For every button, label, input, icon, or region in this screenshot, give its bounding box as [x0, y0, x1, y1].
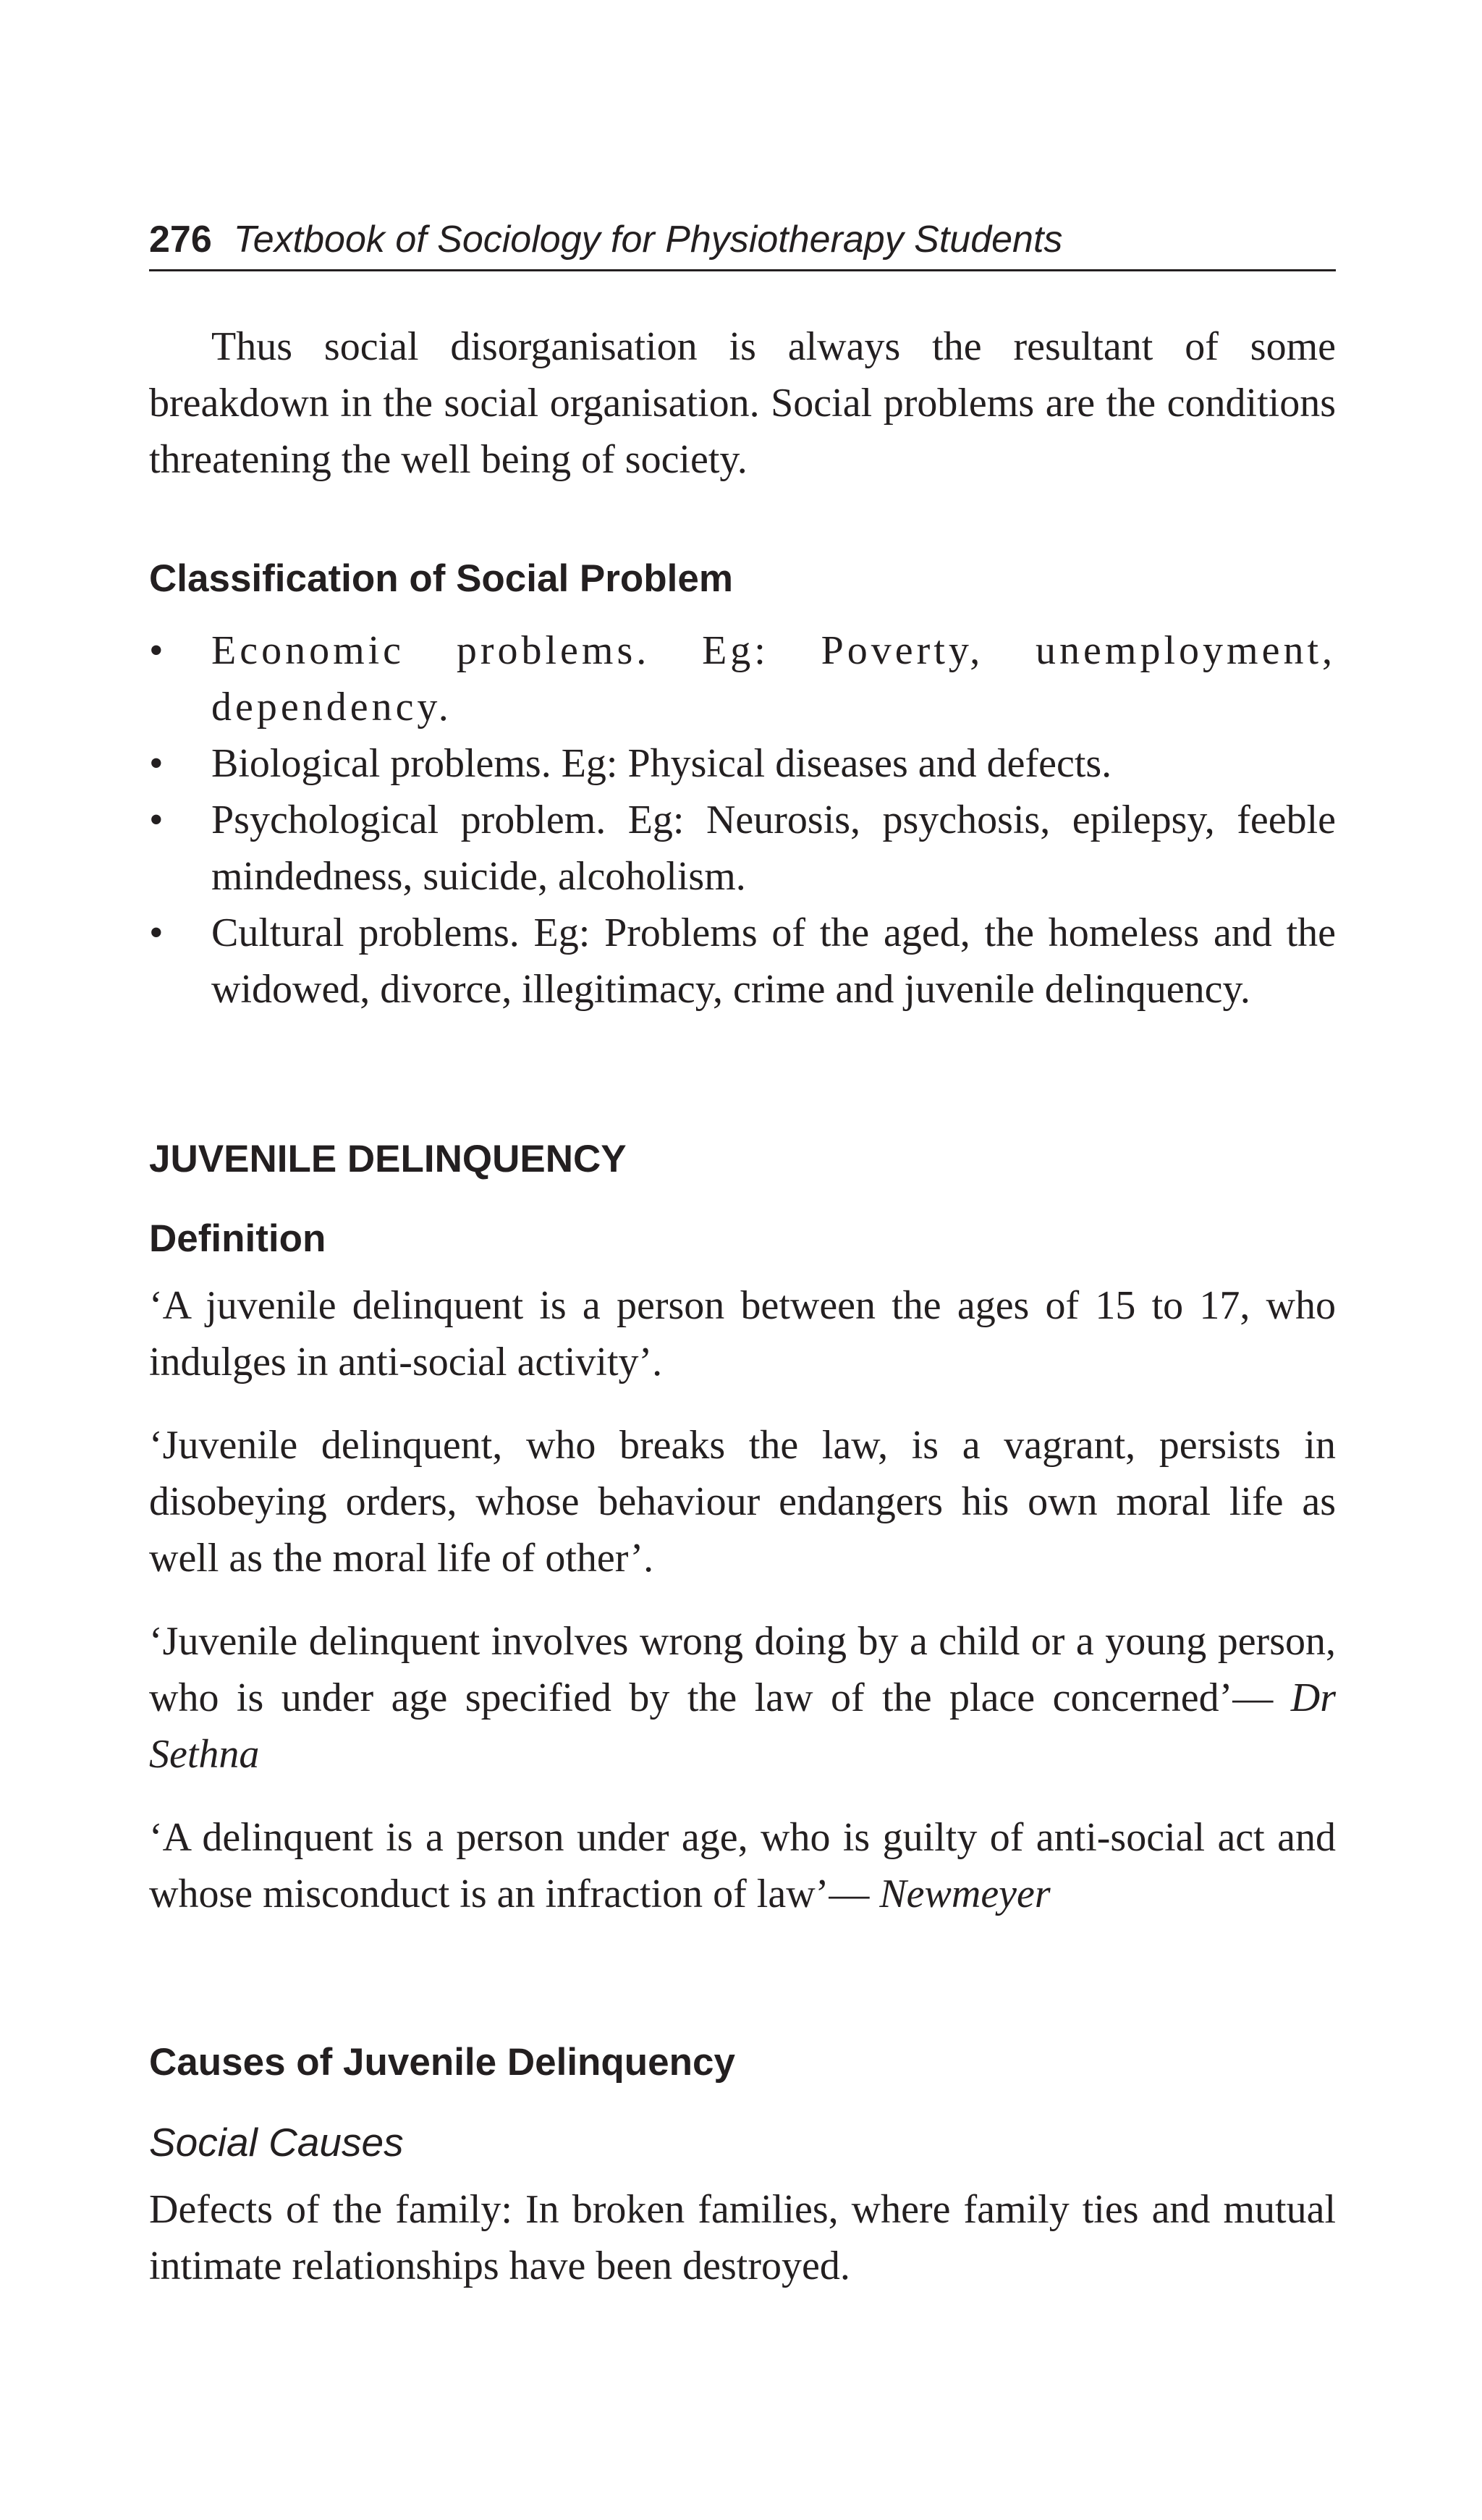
causes-heading: Causes of Juvenile Delinquency: [149, 2041, 735, 2084]
list-item: [149, 622, 1336, 735]
causes-paragraph: Defects of the family: In broken families, where family ties and mutual intimate relationships have been destroyed.: [149, 2187, 1336, 2288]
definition-quote: [149, 1277, 1336, 1390]
bullet-icon: •: [149, 628, 164, 673]
definition-quote: [149, 1809, 1336, 1922]
classification-list: [149, 622, 1336, 1018]
list-item-text: Economic problems. Eg: Poverty, unemployment, dependency.: [211, 628, 1336, 730]
intro-paragraph: Thus social disorganisation is always the resultant of some breakdown in the social organisation. Social problems are the conditions threatening the well being of society.: [149, 324, 1336, 482]
definition-quote: [149, 1613, 1336, 1783]
list-item-text: Psychological problem. Eg: Neurosis, psychosis, epilepsy, feeble mindedness, suicide, alcoholism.: [211, 798, 1336, 899]
book-title: Textbook of Sociology for Physiotherapy Students: [233, 219, 1063, 261]
page-number: 276: [149, 219, 212, 261]
list-item: [149, 735, 1336, 792]
classification-heading: Classification of Social Problem: [149, 557, 733, 600]
list-item: [149, 905, 1336, 1018]
definition-quote: [149, 1417, 1336, 1586]
quote-text: ‘A delinquent is a person under age, who is guilty of anti-social act and whose misconduct is an infraction of law’—: [149, 1815, 1336, 1916]
quote-author: Newmeyer: [879, 1872, 1051, 1916]
quote-text: ‘Juvenile delinquent involves wrong doing by a child or a young person, who is under age specified by the law of the place concerned’—: [149, 1619, 1336, 1720]
running-head: [149, 217, 1336, 271]
juvenile-delinquency-heading: JUVENILE DELINQUENCY: [149, 1138, 627, 1180]
bullet-icon: •: [149, 798, 164, 842]
definition-heading: Definition: [149, 1217, 326, 1260]
list-item: [149, 792, 1336, 905]
bullet-icon: •: [149, 741, 164, 786]
quote-text: ‘Juvenile delinquent, who breaks the law, is a vagrant, persists in disobeying orders, whose behaviour endangers his own moral life as well as the moral life of other’.: [149, 1423, 1336, 1581]
bullet-icon: •: [149, 910, 164, 955]
quote-author: Dr Sethna: [149, 1675, 1336, 1777]
quote-text: ‘A juvenile delinquent is a person between the ages of 15 to 17, who indulges in anti-social activity’.: [149, 1283, 1336, 1384]
list-item-text: Biological problems. Eg: Physical diseases and defects.: [211, 741, 1112, 786]
list-item-text: Cultural problems. Eg: Problems of the aged, the homeless and the widowed, divorce, illegitimacy, crime and juvenile delinquency.: [211, 910, 1336, 1012]
social-causes-subheading: Social Causes: [149, 2120, 404, 2165]
